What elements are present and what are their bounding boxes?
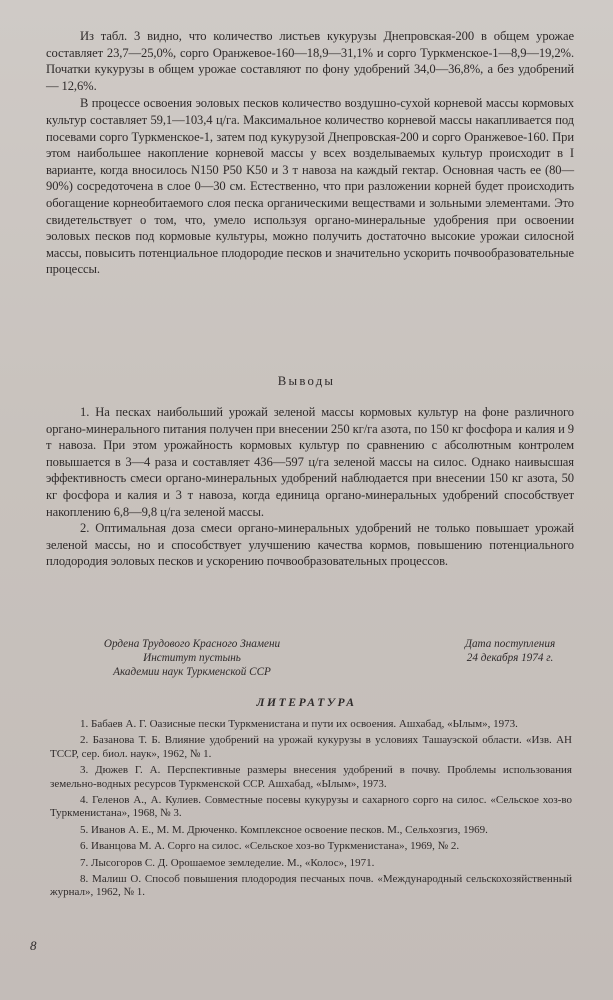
reference-item: 5. Иванов А. Е., М. М. Дрюченко. Комплексное освоение песков. М., Сельхозгиз, 1969. [80, 823, 488, 836]
reference-item: 1. Бабаев А. Г. Оазисные пески Туркменистана и пути их освоения. Ашхабад, «Ылым», 1973. [80, 718, 518, 730]
references-heading: ЛИТЕРАТУРА [256, 696, 357, 709]
received-label: Дата поступления [464, 638, 556, 650]
received-value: 24 декабря 1974 г. [466, 652, 554, 664]
affiliation-line: Академии наук Туркменской ССР [113, 666, 271, 678]
reference-item: 7. Лысогоров С. Д. Орошаемое земледелие. М., «Колос», 1971. [80, 856, 375, 869]
reference-item: 4. Геленов А., А. Кулиев. Совместные посевы кукурузы и сахарного сорго на силос. «Сельское хоз-во Туркменистана», 1968, № 3. [50, 794, 572, 820]
author-affiliation [62, 637, 322, 679]
reference-item: 8. Малиш О. Способ повышения плодородия песчаных почв. «Международный сельскохозяйственный журнал», 1962, № 1. [50, 873, 572, 899]
conclusions-heading: Выводы [277, 374, 336, 388]
paragraph-root-mass: В процессе освоения эоловых песков количество воздушно-сухой корневой массы кормовых культур составляет 59,1—103,4 ц/га. Максимальное количество корневой массы накапливается под посевами сорго Туркменское-1, затем под кукурузой Днепровская-200 и сорго Оранжевое-160. При этом наибольшее накопление корневой массы у всех возделываемых культур происходит в I варианте, когда вносилось N150 P50 K50 и 3 т навоза на каждый гектар. Основная часть ее (80—90%) сосредоточена в слое 0—30 см. Естественно, что при разложении корней будет происходить обогащение корнеобитаемого слоя песка органическими веществами и зольными элементами. Это свидетельствует о том, что, умело используя органо-минеральные удобрения при освоении эоловых песков под кормовые культуры, можно получить достаточно высокие урожаи силосной массы, повысить потенциальное плодородие песков и значительно ускорить почвообразовательные процессы. [46, 96, 574, 277]
conclusions-text [46, 404, 574, 570]
page-number: 8 [30, 938, 37, 953]
reference-item: 2. Базанова Т. Б. Влияние удобрений на урожай кукурузы в условиях Ташауэской области. «Изв. АН ТССР, сер. биол. наук», 1962, № 1. [50, 734, 572, 760]
affiliation-line: Ордена Трудового Красного Знамени [103, 638, 281, 650]
references-list [50, 718, 572, 903]
intro-text [46, 28, 574, 278]
reference-item: 3. Дюжев Г. А. Перспективные размеры внесения удобрений в почву. Проблемы использования земельно-водных ресурсов Туркменской ССР. Ашхабад, «Ылым», 1973. [50, 764, 572, 790]
reference-item: 6. Иванцова М. А. Сорго на силос. «Сельское хоз-во Туркменистана», 1969, № 2. [80, 840, 460, 853]
conclusion-2: 2. Оптимальная доза смеси органо-минеральных удобрений не только повышает урожай зеленой массы, но и способствует улучшению качества кормов, повышению потенциального плодородия эоловых песков и ускорению почвообразовательных процессов. [46, 521, 574, 569]
conclusion-1: 1. На песках наибольший урожай зеленой массы кормовых культур на фоне различного органо-минерального питания получен при внесении 250 кг/га азота, по 150 кг фосфора и калия и 9 т навоза. При этом урожайность кормовых культур по сравнению с абсолютным контролем повышается в 3—4 раза и составляет 436—597 ц/га зеленой массы на силос. Однако наивысшая эффективность смеси органо-минеральных удобрений наблюдается при внесении 150 кг азота, 50 кг фосфора и калия и 3 т навоза, когда единица органо-минеральных удобрений способствует накоплению 6,8—9,8 ц/га зеленой массы. [46, 405, 574, 519]
paragraph-leaf-ratio: Из табл. 3 видно, что количество листьев кукурузы Днепровская-200 в общем урожае составляет 23,7—25,0%, сорго Оранжевое-160—18,9—31,1% и сорго Туркменское-1—8,9—19,2%. Початки кукурузы в общем урожае составляют по фону удобрений 34,0—36,8%, а без удобрений — 12,6%. [46, 29, 574, 93]
received-date [430, 637, 590, 665]
affiliation-line: Институт пустынь [143, 652, 241, 664]
